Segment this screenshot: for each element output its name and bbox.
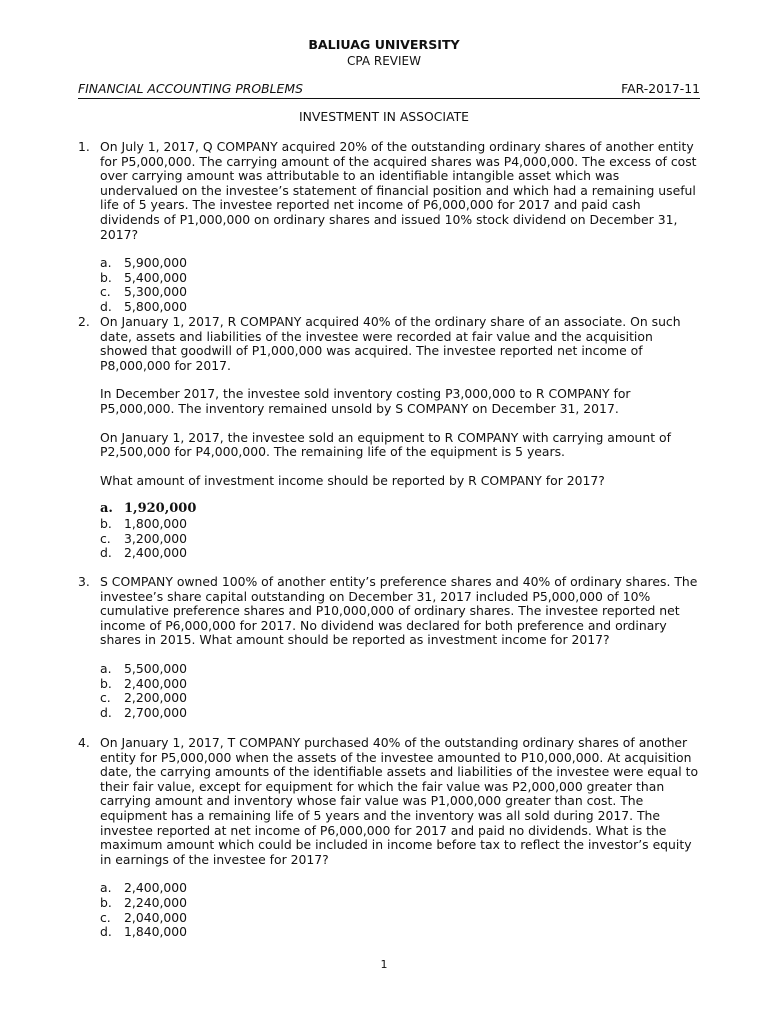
question-text: On July 1, 2017, Q COMPANY acquired 20% of the outstanding ordinary shares of another entity for P5,000,000. The carrying amount of the acquired shares was P4,000,000. The excess of cost over carrying amount was attributable to an identifiable intangible asset which was undervalued on the investee’s statement of financial position and which had a remaining useful life of 5 years. The investee reported net income of P6,000,000 for 2017 and paid cash dividends of P1,000,000 on ordinary shares and issued 10% stock dividend on December 31, 2017? [100,139,697,242]
option-b: b. 5,400,000 [100,269,188,285]
option-d: d. 1,840,000 [100,924,188,940]
question-text: S COMPANY owned 100% of another entity’s preference shares and 40% of ordinary shares. The investee’s share capital outstanding on December 31, 2017 included P5,000,000 of 10% cumulative preference shares and P10,000,000 of ordinary shares. The investee reported net income of P6,000,000 for 2017. No dividend was declared for both preference and ordinary shares in 2015. What amount should be reported as investment income for 2017? [100,574,698,648]
program-name: CPA REVIEW [347,54,421,68]
options-list [100,662,700,720]
question-number: 3. [78,574,90,589]
option-c: c. 5,300,000 [100,284,188,300]
topic-title: INVESTMENT IN ASSOCIATE [299,109,469,124]
question-4 [78,736,700,940]
option-d: d. 2,400,000 [100,545,188,561]
question-number: 4. [78,735,90,750]
option-d: d. 5,800,000 [100,298,188,314]
option-c: c. 2,040,000 [100,909,188,925]
option-c: c. 2,200,000 [100,690,188,706]
option-a: a. 2,400,000 [100,880,188,896]
options-list [100,256,700,314]
question-number: 1. [78,139,90,154]
option-b: b. 1,800,000 [100,515,188,531]
question-number: 2. [78,314,90,329]
question-text: On January 1, 2017, R COMPANY acquired 40% of the ordinary share of an associate. On such date, assets and liabilities of the investee were recorded at fair value and the acquisition showed that goodwill of P1,000,000 was acquired. The investee reported net income of P8,000,000 for 2017. [100,314,681,373]
question-2 [78,315,700,561]
question-1 [78,140,700,315]
header-divider [78,98,700,99]
option-a-answer: a. 1,920,000 [100,501,197,517]
question-text: On January 1, 2017, T COMPANY purchased 40% of the outstanding ordinary shares of another entity for P5,000,000 when the assets of the investee amounted to P10,000,000. At acquisition date, the carrying amounts of the identifiable assets and liabilities of the investee were equal to their fair value, except for equipment for which the fair value was P2,000,000 greater than carrying amount and inventory whose fair value was P1,000,000 greater than cost. The equipment has a remaining life of 5 years and the inventory was all sold during 2017. The investee reported at net income of P6,000,000 for 2017 and paid no dividends. What is the maximum amount which could be included in income before tax to reflect the investor’s equity in earnings of the investee for 2017? [100,735,699,867]
option-c: c. 3,200,000 [100,530,188,546]
page-number: 1 [380,958,388,971]
option-b: b. 2,240,000 [100,894,188,910]
subject-title: FINANCIAL ACCOUNTING PROBLEMS [78,81,303,96]
options-list [100,502,700,560]
option-d: d. 2,700,000 [100,704,188,720]
option-b: b. 2,400,000 [100,675,188,691]
options-list [100,881,700,939]
question-paragraph: On January 1, 2017, the investee sold an equipment to R COMPANY with carrying amount of P2,500,000 for P4,000,000. The remaining life of the equipment is 5 years. [100,429,671,460]
question-paragraph: In December 2017, the investee sold inventory costing P3,000,000 to R COMPANY for P5,000,000. The inventory remained unsold by S COMPANY on December 31, 2017. [100,386,631,416]
document-code: FAR-2017-11 [621,81,700,96]
question-prompt: What amount of investment income should be reported by R COMPANY for 2017? [100,472,605,488]
option-a: a. 5,900,000 [100,255,188,271]
question-3 [78,575,700,720]
option-a: a. 5,500,000 [100,660,188,676]
university-name: BALIUAG UNIVERSITY [308,37,460,52]
